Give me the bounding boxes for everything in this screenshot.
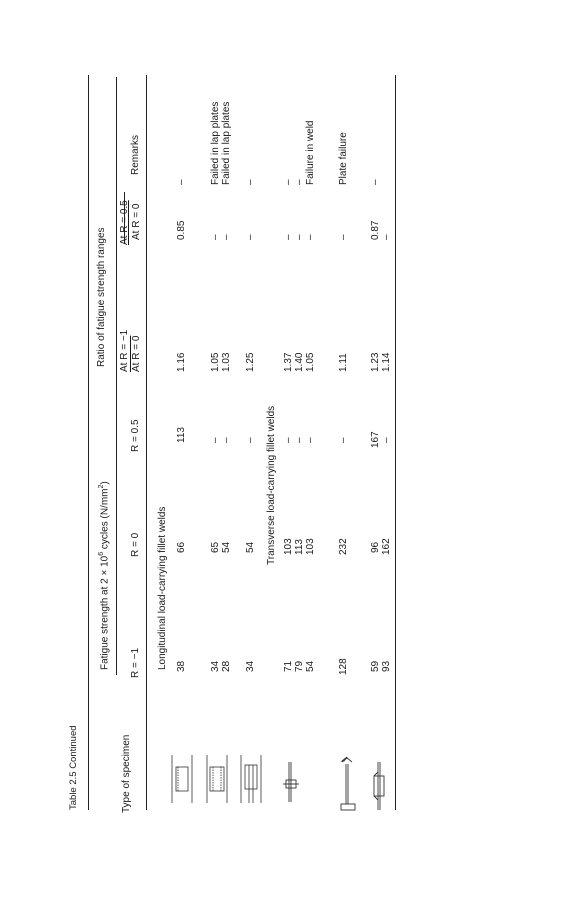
cell-ratio1: 1.23 xyxy=(370,352,381,372)
header-ratio1-numerator: At R = −1 xyxy=(119,329,130,372)
header-ratio-group: Ratio of fatigue strength ranges xyxy=(96,227,107,367)
table-caption: Table 2.5 Continued xyxy=(68,725,79,810)
cell-r-neg1: 34 xyxy=(245,660,256,672)
cell-r-neg1: 71 xyxy=(283,660,294,672)
cell-remarks: Failed in lap plates xyxy=(221,101,232,185)
cell-ratio1: 1.16 xyxy=(176,352,187,372)
cell-ratio1: 1.11 xyxy=(338,353,349,372)
cell-r-0: 113 xyxy=(294,539,305,555)
cell-remarks: Failed in lap plates xyxy=(210,101,221,185)
transverse-cruciform-icon xyxy=(283,762,299,802)
header-ratio2-denominator: At R = 0 xyxy=(131,203,142,240)
cell-remarks: – xyxy=(176,179,187,185)
cell-r-neg1: 59 xyxy=(370,660,381,672)
cell-ratio2: – xyxy=(283,234,294,240)
bottom-rule xyxy=(395,75,396,810)
cell-r-0: 232 xyxy=(338,538,349,555)
cell-ratio1: 1.37 xyxy=(283,352,294,372)
cell-r-0: 103 xyxy=(305,538,316,555)
cell-ratio1: 1.14 xyxy=(381,352,392,372)
header-ratio1-denominator: At R = 0 xyxy=(131,335,142,372)
cell-r-neg1: 38 xyxy=(176,660,187,672)
cell-r-0: 54 xyxy=(245,541,256,553)
cell-ratio2: – xyxy=(305,234,316,240)
section-transverse: Transverse load-carrying fillet welds xyxy=(266,405,277,565)
cell-ratio2: 0.87 xyxy=(370,220,381,240)
cell-remarks: – xyxy=(245,179,256,185)
cell-remarks: – xyxy=(294,179,305,185)
ratio-group-rule xyxy=(116,77,117,372)
cell-ratio2: – xyxy=(381,234,392,240)
cell-ratio1: 1.05 xyxy=(305,352,316,372)
cell-ratio2: – xyxy=(338,234,349,240)
cell-r-05: – xyxy=(210,437,221,443)
cell-ratio1: 1.40 xyxy=(294,352,305,372)
header-ratio2-numerator: At R = 0.5 xyxy=(119,200,130,245)
cell-r-0: 103 xyxy=(283,538,294,555)
cell-r-05: 167 xyxy=(370,431,381,448)
longitudinal-lap-joint-icon xyxy=(168,753,196,805)
cell-r-05: – xyxy=(221,437,232,443)
cell-r-05: – xyxy=(381,437,392,443)
cell-ratio1: 1.05 xyxy=(210,352,221,372)
header-r-0: R = 0 xyxy=(130,532,141,557)
cell-r-0: 66 xyxy=(176,541,187,553)
top-rule xyxy=(88,75,89,810)
cell-ratio2: – xyxy=(210,234,221,240)
transverse-t-joint-icon xyxy=(338,756,358,812)
longitudinal-slot-joint-icon xyxy=(237,753,265,805)
cell-remarks: Failure in weld xyxy=(305,120,316,185)
section-longitudinal: Longitudinal load-carrying fillet welds xyxy=(157,506,168,670)
cell-remarks: Plate failure xyxy=(338,132,349,185)
cell-ratio2: – xyxy=(221,234,232,240)
header-fatigue-strength: Fatigue strength at $2 \times 10^6$ cycles $(N/mm^2)$ xyxy=(98,481,111,670)
cell-r-neg1: 79 xyxy=(294,660,305,672)
cell-r-05: – xyxy=(283,437,294,443)
cell-r-05: 113 xyxy=(176,427,187,443)
cell-remarks: – xyxy=(283,179,294,185)
header-type-of-specimen: Type of specimen xyxy=(121,734,132,813)
header-r-minus-1: R = −1 xyxy=(130,647,141,678)
cell-ratio1: 1.25 xyxy=(245,352,256,372)
cell-ratio2: – xyxy=(294,234,305,240)
header-remarks: Remarks xyxy=(130,134,141,175)
cell-r-neg1: 54 xyxy=(305,660,316,672)
cell-r-05: – xyxy=(294,437,305,443)
cell-r-neg1: 28 xyxy=(221,660,232,672)
cell-r-05: – xyxy=(305,437,316,443)
cell-r-0: 96 xyxy=(370,541,381,553)
header-bottom-rule xyxy=(146,75,147,810)
header-r-0-5: R = 0.5 xyxy=(130,419,141,452)
cell-ratio1: 1.03 xyxy=(221,352,232,372)
cell-r-neg1: 93 xyxy=(381,660,392,672)
cell-r-0: 162 xyxy=(381,538,392,555)
cell-r-05: – xyxy=(245,437,256,443)
cell-ratio2: – xyxy=(245,234,256,240)
cell-r-0: 54 xyxy=(221,541,232,553)
longitudinal-double-lap-icon xyxy=(203,753,231,805)
cell-ratio2: 0.85 xyxy=(176,220,187,240)
cell-remarks: – xyxy=(370,179,381,185)
transverse-cover-plate-icon xyxy=(370,762,386,810)
cell-r-neg1: 128 xyxy=(338,658,349,675)
cell-r-05: – xyxy=(338,437,349,443)
cell-r-neg1: 34 xyxy=(210,660,221,672)
cell-r-0: 65 xyxy=(210,541,221,553)
